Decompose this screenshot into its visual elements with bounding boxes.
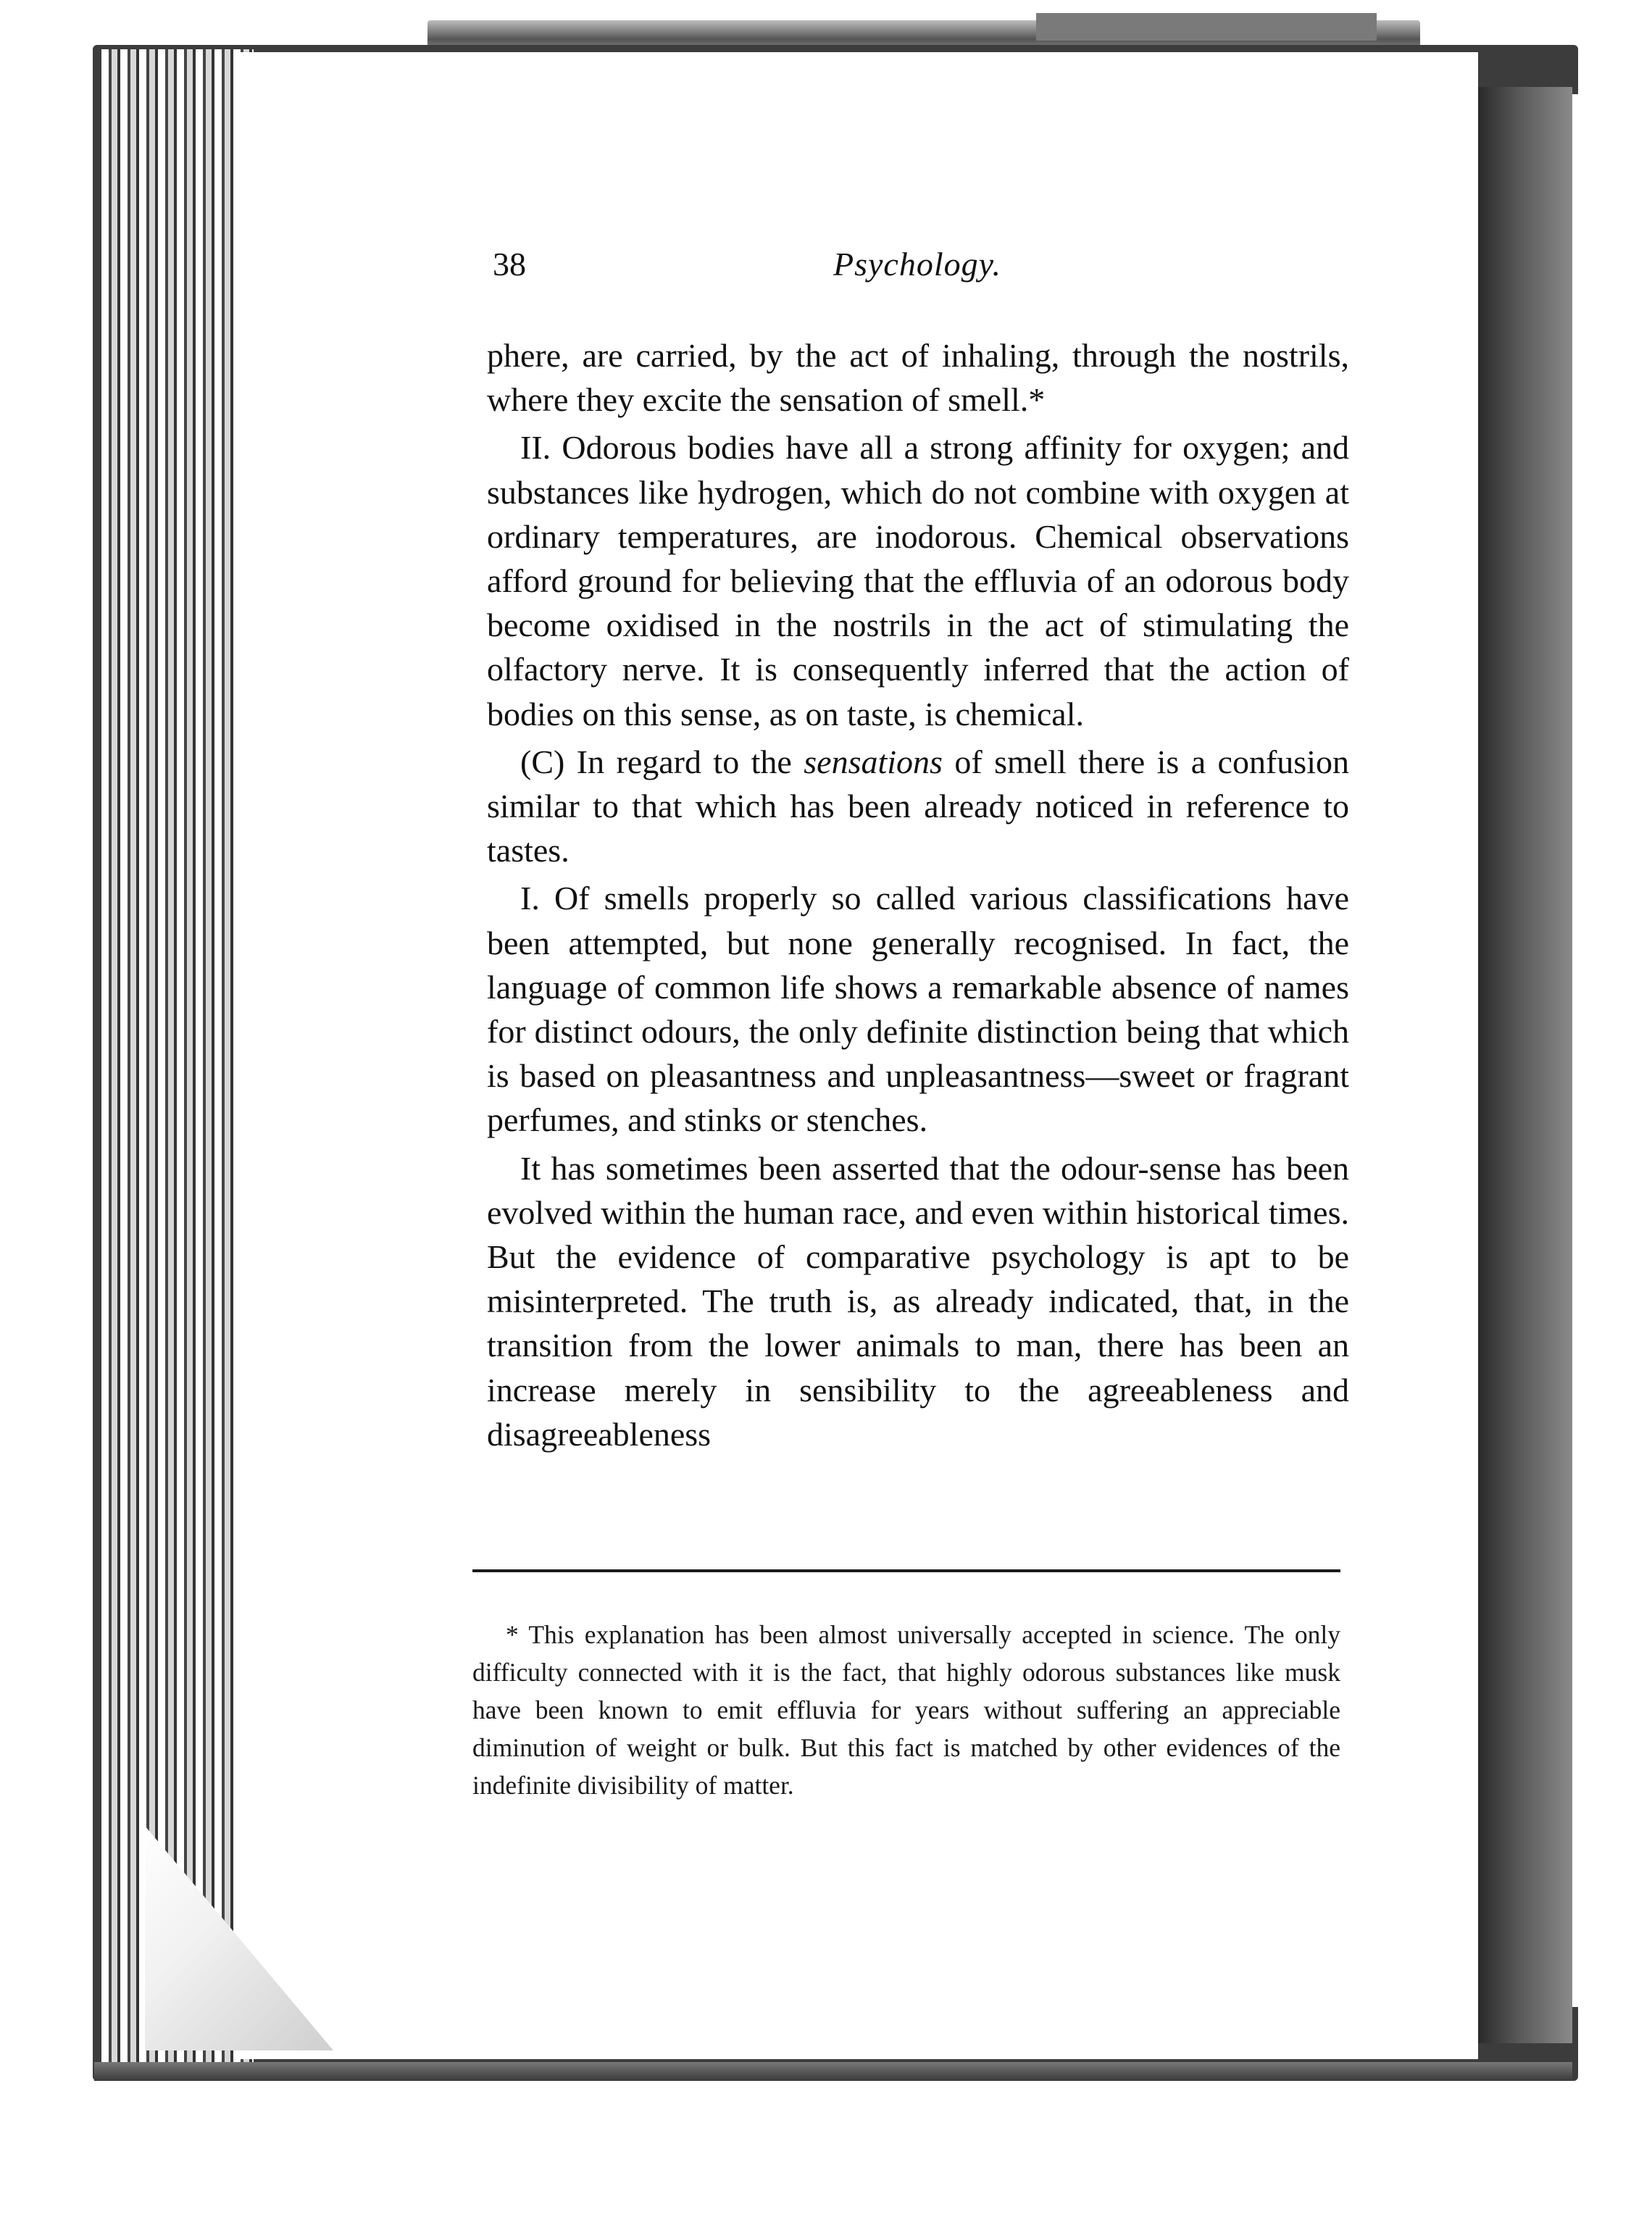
page-right-shadow <box>1478 87 1572 2043</box>
page-title: Psychology. <box>833 246 1001 283</box>
paragraph-continuation: phere, are carried, by the act of inhaling, through the nostrils, where they excite the sensation of smell.* <box>487 337 1349 419</box>
footnote: * This explanation has been almost universally accepted in science. The only difficulty connected with it is the fact, that highly odorous substances like musk have been known to emit effluvia for years without suffering an appreciable diminution of weight or bulk. But this fact is matched by other evidences of the indefinite divisibility of matter. <box>472 1620 1340 1800</box>
scan-margin-right <box>1572 94 1652 2007</box>
running-head <box>493 245 1348 303</box>
paragraph-odour-sense: It has sometimes been asserted that the odour-sense has been evolved within the human race, and even within historical times. But the evidence of comparative psychology is apt to be misinterpreted. The truth is, as already indicated, that, in the transition from the lower animals to man, there has been an increase merely in sensibility to the agreeableness and disagreeableness <box>487 1149 1349 1453</box>
page-stack-edges <box>101 49 254 2063</box>
paragraph-odorous-bodies: II. Odorous bodies have all a strong affinity for oxygen; and substances like hydrogen, which do not combine with oxygen at ordinary temperatures, are inodorous. Chemical observations afford ground for believing that the effluvia of an odorous body become oxidised in the nostrils in the act of stimulating the olfactory nerve. It is consequently inferred that the action of bodies on this sense, as on taste, is chemical. <box>487 429 1349 733</box>
book-bottom-edge <box>94 2062 1572 2081</box>
book-top-edge-shadow <box>1036 13 1377 41</box>
body-text <box>487 333 1349 1456</box>
page-number: 38 <box>493 246 526 283</box>
paragraph-text-before: In regard to the <box>564 743 804 780</box>
section-marker: (C) <box>520 743 565 780</box>
paragraph-sensations-of-smell <box>487 740 1349 873</box>
paragraph-classifications: I. Of smells properly so called various classifications have been attempted, but none generally recognised. In fact, the language of common life shows a remarkable absence of names for distinct odours, the only definite distinction being that which is based on pleasantness and unpleasantness—sweet or fragrant perfumes, and stinks or stenches. <box>487 880 1349 1139</box>
footnote-rule <box>472 1569 1340 1572</box>
emphasis-sensations: sensations <box>804 743 943 780</box>
paragraph-text-after: of smell there is a confusion similar to that which has been already noticed in reference to tastes. <box>487 743 1349 869</box>
